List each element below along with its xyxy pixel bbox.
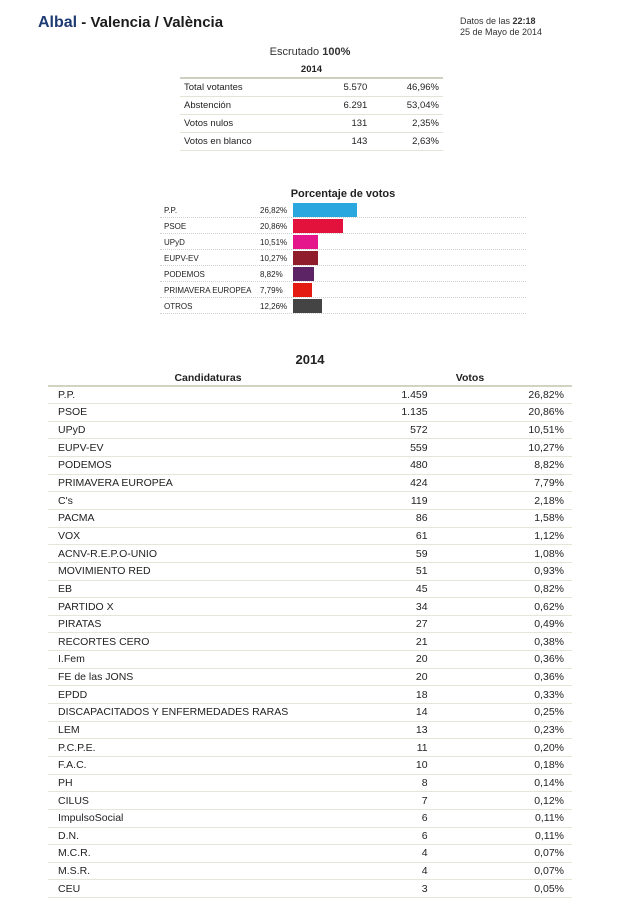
candidate-votes: 20 <box>368 668 508 686</box>
results-row <box>48 880 572 898</box>
results-header-row <box>48 370 572 386</box>
summary-percent: 2,35% <box>371 114 443 132</box>
summary-count: 6.291 <box>315 96 372 114</box>
results-row <box>48 633 572 651</box>
results-row <box>48 862 572 880</box>
scrutiny-status <box>0 46 620 58</box>
candidate-votes: 424 <box>368 474 508 492</box>
candidate-name: EPDD <box>48 686 368 704</box>
bar <box>293 251 318 265</box>
candidate-name: LEM <box>48 721 368 739</box>
candidate-name: EUPV-EV <box>48 439 368 457</box>
candidate-votes: 34 <box>368 598 508 616</box>
candidate-name: RECORTES CERO <box>48 633 368 651</box>
chart-bar-row <box>160 250 526 266</box>
col-votes: Votos <box>368 370 572 386</box>
candidate-name: PSOE <box>48 404 368 422</box>
results-row <box>48 739 572 757</box>
candidate-votes: 6 <box>368 809 508 827</box>
candidate-votes: 27 <box>368 615 508 633</box>
candidate-name: CEU <box>48 880 368 898</box>
candidate-percent: 7,79% <box>508 474 572 492</box>
candidate-name: D.N. <box>48 827 368 845</box>
candidate-name: PRIMAVERA EUROPEA <box>48 474 368 492</box>
results-row <box>48 686 572 704</box>
bar-category-label: EUPV-EV <box>164 254 199 263</box>
col-candidates: Candidaturas <box>48 370 368 386</box>
candidate-votes: 86 <box>368 509 508 527</box>
results-row <box>48 615 572 633</box>
candidate-votes: 14 <box>368 704 508 722</box>
turnout-summary-table <box>180 62 443 151</box>
candidate-percent: 0,11% <box>508 827 572 845</box>
bar-value-label: 10,51% <box>260 238 288 247</box>
bar-category-label: PRIMAVERA EUROPEA <box>164 286 252 295</box>
results-row <box>48 598 572 616</box>
candidate-votes: 3 <box>368 880 508 898</box>
candidate-name: DISCAPACITADOS Y ENFERMEDADES RARAS <box>48 704 368 722</box>
candidate-percent: 0,36% <box>508 651 572 669</box>
candidate-votes: 45 <box>368 580 508 598</box>
candidate-votes: 1.135 <box>368 404 508 422</box>
results-row <box>48 386 572 404</box>
bar-category-label: OTROS <box>164 302 193 311</box>
candidate-votes: 59 <box>368 545 508 563</box>
results-row <box>48 756 572 774</box>
candidate-votes: 6 <box>368 827 508 845</box>
results-row <box>48 704 572 722</box>
chart-bars <box>160 202 526 314</box>
bar <box>293 235 318 249</box>
bar-value-label: 8,82% <box>260 270 283 279</box>
summary-count: 131 <box>315 114 372 132</box>
bar-value-label: 20,86% <box>260 222 288 231</box>
updated-date: 25 de Mayo de 2014 <box>460 27 543 37</box>
candidate-percent: 0,12% <box>508 792 572 810</box>
candidate-name: MOVIMIENTO RED <box>48 562 368 580</box>
summary-year: 2014 <box>180 62 443 78</box>
candidate-name: ACNV-R.E.P.O-UNIO <box>48 545 368 563</box>
candidate-votes: 10 <box>368 756 508 774</box>
bar <box>293 267 314 281</box>
candidate-percent: 0,23% <box>508 721 572 739</box>
bar-category-label: UPyD <box>164 238 185 247</box>
bar <box>293 299 322 313</box>
results-row <box>48 562 572 580</box>
results-row <box>48 492 572 510</box>
summary-percent: 53,04% <box>371 96 443 114</box>
summary-body <box>180 78 443 150</box>
updated-time: 22:18 <box>512 16 536 26</box>
candidate-name: PIRATAS <box>48 615 368 633</box>
candidate-name: ImpulsoSocial <box>48 809 368 827</box>
candidate-percent: 0,33% <box>508 686 572 704</box>
bar <box>293 283 312 297</box>
candidate-votes: 119 <box>368 492 508 510</box>
summary-row <box>180 132 443 150</box>
candidate-name: PACMA <box>48 509 368 527</box>
candidate-name: PH <box>48 774 368 792</box>
results-row <box>48 809 572 827</box>
candidate-name: F.A.C. <box>48 756 368 774</box>
candidate-votes: 61 <box>368 527 508 545</box>
chart-bar-row <box>160 298 526 314</box>
results-row <box>48 509 572 527</box>
candidate-votes: 4 <box>368 862 508 880</box>
candidate-percent: 0,07% <box>508 862 572 880</box>
chart-bar-row <box>160 234 526 250</box>
candidate-name: PODEMOS <box>48 457 368 475</box>
results-row <box>48 651 572 669</box>
results-row <box>48 845 572 863</box>
candidate-percent: 0,11% <box>508 809 572 827</box>
candidate-percent: 0,14% <box>508 774 572 792</box>
results-row <box>48 421 572 439</box>
candidate-percent: 0,25% <box>508 704 572 722</box>
candidate-percent: 10,51% <box>508 421 572 439</box>
region-name: Valencia / València <box>90 14 224 31</box>
candidate-percent: 2,18% <box>508 492 572 510</box>
candidate-percent: 0,18% <box>508 756 572 774</box>
candidate-percent: 8,82% <box>508 457 572 475</box>
summary-row <box>180 96 443 114</box>
page-title <box>38 14 223 32</box>
candidate-name: C's <box>48 492 368 510</box>
candidate-percent: 0,36% <box>508 668 572 686</box>
candidate-name: UPyD <box>48 421 368 439</box>
candidate-votes: 21 <box>368 633 508 651</box>
summary-header-row <box>180 62 443 78</box>
bar-value-label: 26,82% <box>260 206 288 215</box>
chart-bar-row <box>160 202 526 218</box>
vote-percentage-chart <box>160 188 526 314</box>
scrutiny-label: Escrutado <box>269 46 323 58</box>
candidate-percent: 1,08% <box>508 545 572 563</box>
candidate-name: M.C.R. <box>48 845 368 863</box>
town-name: Albal <box>38 14 78 31</box>
candidate-percent: 0,49% <box>508 615 572 633</box>
bar-category-label: PODEMOS <box>164 270 205 279</box>
results-row <box>48 580 572 598</box>
candidate-percent: 0,38% <box>508 633 572 651</box>
summary-label: Abstención <box>180 96 315 114</box>
summary-percent: 2,63% <box>371 132 443 150</box>
bar <box>293 203 357 217</box>
candidate-votes: 1.459 <box>368 386 508 404</box>
candidate-percent: 0,05% <box>508 880 572 898</box>
results-row <box>48 439 572 457</box>
candidate-votes: 20 <box>368 651 508 669</box>
candidate-votes: 7 <box>368 792 508 810</box>
summary-percent: 46,96% <box>371 78 443 96</box>
results-row <box>48 774 572 792</box>
candidate-name: CILUS <box>48 792 368 810</box>
candidate-votes: 572 <box>368 421 508 439</box>
candidate-votes: 13 <box>368 721 508 739</box>
results-row <box>48 474 572 492</box>
bar-value-label: 7,79% <box>260 286 283 295</box>
summary-label: Total votantes <box>180 78 315 96</box>
candidate-percent: 1,58% <box>508 509 572 527</box>
candidate-percent: 0,62% <box>508 598 572 616</box>
candidate-name: I.Fem <box>48 651 368 669</box>
update-timestamp <box>460 16 542 38</box>
candidate-percent: 0,20% <box>508 739 572 757</box>
chart-bar-row <box>160 218 526 234</box>
updated-prefix: Datos de las <box>460 16 513 26</box>
title-separator: - <box>77 14 91 31</box>
results-row <box>48 404 572 422</box>
candidate-name: M.S.R. <box>48 862 368 880</box>
results-year: 2014 <box>295 352 325 367</box>
candidate-percent: 0,82% <box>508 580 572 598</box>
candidate-percent: 10,27% <box>508 439 572 457</box>
candidate-votes: 8 <box>368 774 508 792</box>
candidate-percent: 26,82% <box>508 386 572 404</box>
candidate-votes: 4 <box>368 845 508 863</box>
candidate-percent: 0,07% <box>508 845 572 863</box>
results-row <box>48 527 572 545</box>
scrutiny-value: 100% <box>322 46 351 58</box>
summary-label: Votos en blanco <box>180 132 315 150</box>
results-row <box>48 827 572 845</box>
candidate-name: VOX <box>48 527 368 545</box>
results-table <box>48 370 572 898</box>
summary-count: 5.570 <box>315 78 372 96</box>
candidate-name: FE de las JONS <box>48 668 368 686</box>
bar <box>293 219 343 233</box>
bar-category-label: PSOE <box>164 222 187 231</box>
chart-bar-row <box>160 266 526 282</box>
chart-title: Porcentaje de votos <box>290 188 396 200</box>
summary-count: 143 <box>315 132 372 150</box>
candidate-name: P.C.P.E. <box>48 739 368 757</box>
candidate-name: EB <box>48 580 368 598</box>
results-row <box>48 545 572 563</box>
bar-value-label: 10,27% <box>260 254 288 263</box>
candidate-votes: 559 <box>368 439 508 457</box>
candidate-percent: 0,93% <box>508 562 572 580</box>
results-body <box>48 386 572 898</box>
candidate-votes: 18 <box>368 686 508 704</box>
results-row <box>48 457 572 475</box>
results-row <box>48 721 572 739</box>
candidate-name: PARTIDO X <box>48 598 368 616</box>
candidate-percent: 20,86% <box>508 404 572 422</box>
summary-label: Votos nulos <box>180 114 315 132</box>
summary-row <box>180 78 443 96</box>
candidate-votes: 480 <box>368 457 508 475</box>
bar-category-label: P.P. <box>164 206 178 215</box>
candidate-percent: 1,12% <box>508 527 572 545</box>
candidate-name: P.P. <box>48 386 368 404</box>
summary-row <box>180 114 443 132</box>
chart-bar-row <box>160 282 526 298</box>
candidate-votes: 51 <box>368 562 508 580</box>
results-row <box>48 668 572 686</box>
candidate-votes: 11 <box>368 739 508 757</box>
bar-value-label: 12,26% <box>260 302 288 311</box>
results-row <box>48 792 572 810</box>
